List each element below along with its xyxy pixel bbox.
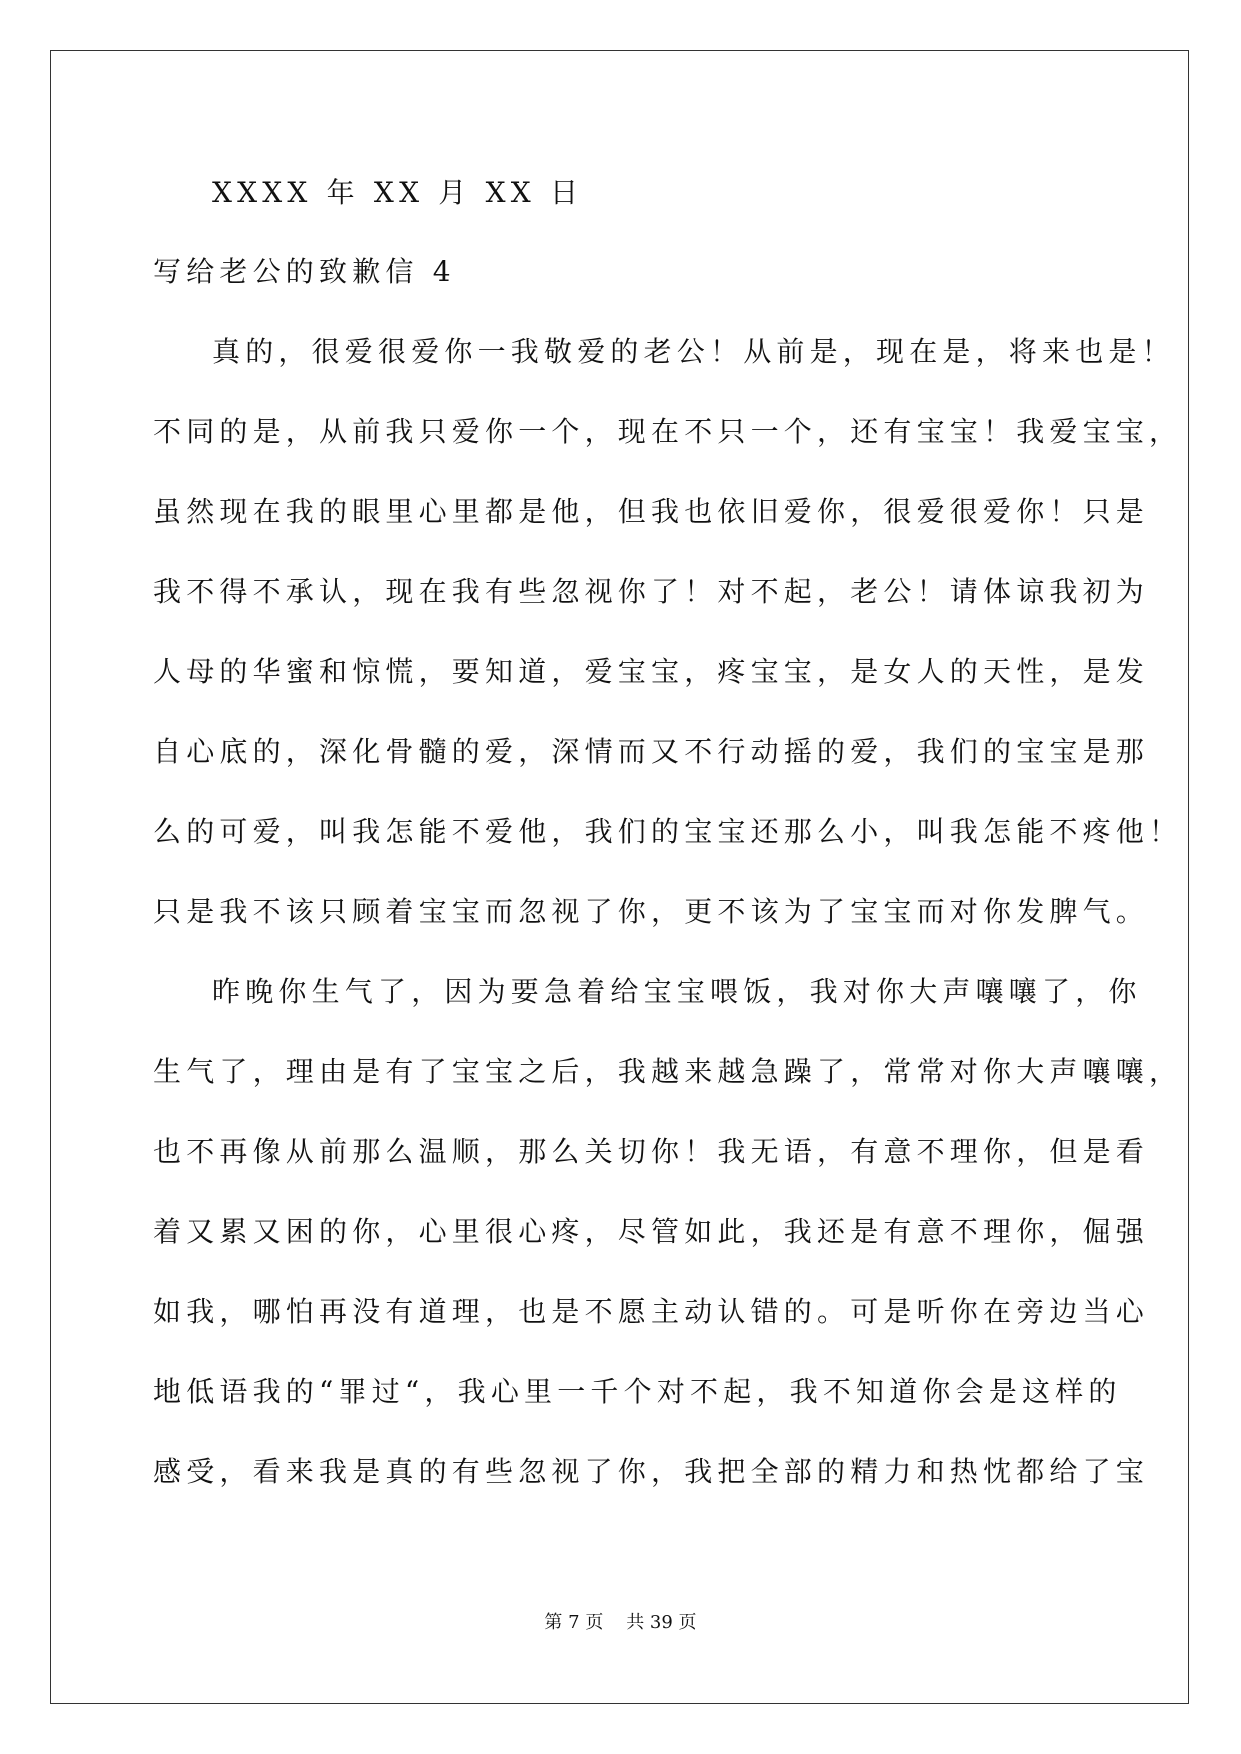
paragraph-line: 人母的华蜜和惊慌，要知道，爱宝宝，疼宝宝，是女人的天性，是发 bbox=[153, 655, 1150, 688]
paragraph-line: 如我，哪怕再没有道理，也是不愿主动认错的。可是听你在旁边当心 bbox=[153, 1295, 1150, 1328]
paragraph-line: 只是我不该只顾着宝宝而忽视了你，更不该为了宝宝而对你发脾气。 bbox=[153, 895, 1150, 928]
paragraph-line: 我不得不承认，现在我有些忽视你了！对不起，老公！请体谅我初为 bbox=[153, 575, 1150, 608]
paragraph-line: 真的，很爱很爱你一我敬爱的老公！从前是，现在是，将来也是！ bbox=[212, 335, 1175, 368]
paragraph-line: 自心底的，深化骨髓的爱，深情而又不行动摇的爱，我们的宝宝是那 bbox=[153, 735, 1150, 768]
letter-title: 写给老公的致歉信 4 bbox=[153, 255, 456, 288]
date-line: XXXX 年 XX 月 XX 日 bbox=[212, 176, 584, 209]
paragraph-line: 么的可爱，叫我怎能不爱他，我们的宝宝还那么小，叫我怎能不疼他！ bbox=[153, 815, 1183, 848]
paragraph-line: 虽然现在我的眼里心里都是他，但我也依旧爱你，很爱很爱你！只是 bbox=[153, 495, 1150, 528]
paragraph-line: 感受，看来我是真的有些忽视了你，我把全部的精力和热忱都给了宝 bbox=[153, 1455, 1150, 1488]
paragraph-line: 也不再像从前那么温顺，那么关切你！我无语，有意不理你，但是看 bbox=[153, 1135, 1150, 1168]
paragraph-line: 不同的是，从前我只爱你一个，现在不只一个，还有宝宝！我爱宝宝， bbox=[153, 415, 1183, 448]
paragraph-line: 生气了，理由是有了宝宝之后，我越来越急躁了，常常对你大声嚷嚷， bbox=[153, 1055, 1183, 1088]
paragraph-line: 昨晚你生气了，因为要急着给宝宝喂饭，我对你大声嚷嚷了，你 bbox=[212, 975, 1142, 1008]
paragraph-line: 着又累又困的你，心里很心疼，尽管如此，我还是有意不理你，倔强 bbox=[153, 1215, 1150, 1248]
page-number-footer: 第 7 页 共 39 页 bbox=[544, 1612, 697, 1633]
paragraph-line: 地低语我的“罪过“，我心里一千个对不起，我不知道你会是这样的 bbox=[153, 1375, 1122, 1408]
